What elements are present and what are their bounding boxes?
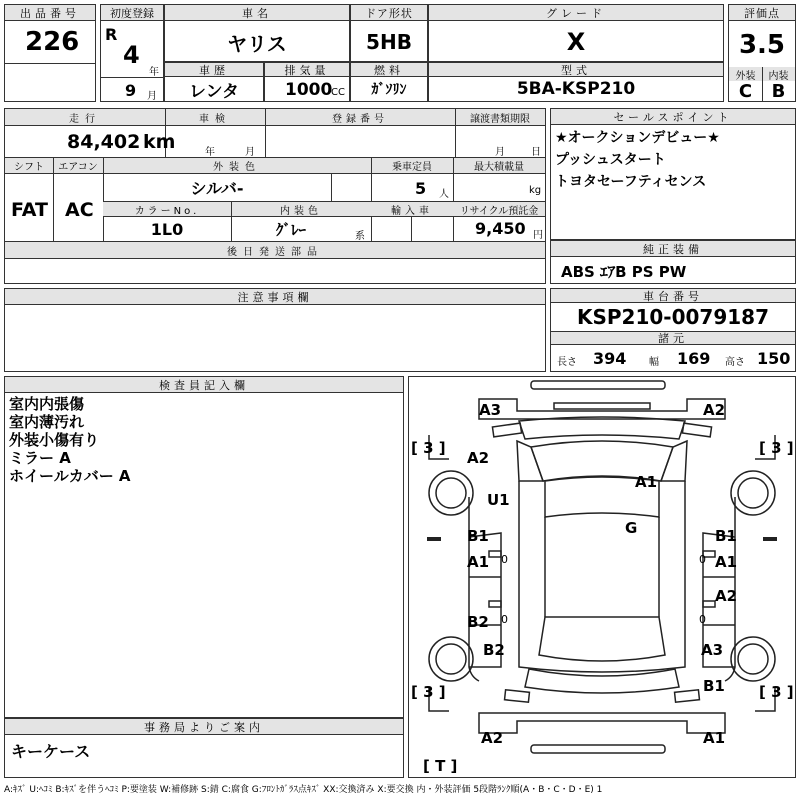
era-value: R [105,25,118,44]
year-value: 4 [123,41,140,69]
lot-label: 出品番号 [5,5,95,21]
color-label: 外装色 [103,158,371,173]
capacity-label: 乗車定員 [371,158,453,173]
sales-point-box [550,108,796,240]
registration-label: 初度登録 [101,5,163,21]
divider [5,125,545,126]
inspector-label: 検査員記入欄 [5,377,403,393]
sales-point-list [555,127,720,193]
model-box [428,62,724,102]
damage-mark: B2 [483,641,505,659]
inspection-year-unit: 年 [205,147,215,158]
wheel-grade: [ 3 ] [759,439,794,457]
transfer-day-unit: 日 [531,147,541,158]
score-value: 3.5 [738,30,786,60]
displacement-box [264,62,350,102]
exterior-score: C [738,80,753,102]
load-unit: kg [529,185,542,196]
aircon-value: AC [65,199,94,221]
plate-label: 登録番号 [265,109,455,125]
divider [53,157,54,241]
dims-label: 諸元 [551,331,795,345]
door-label: ドア形状 [351,5,427,21]
score-box [728,4,796,102]
divider [5,63,95,64]
displacement-value: 1000 [285,80,333,100]
damage-mark: A1 [703,729,726,747]
damage-mark: A3 [479,401,502,419]
load-label: 最大積載量 [453,158,545,173]
wheel-grade: [ 3 ] [759,683,794,701]
exterior-label: 外装 [729,67,762,81]
office-value: キーケース [11,742,91,761]
transfer-month-unit: 月 [495,147,505,158]
chassis-label: 車台番号 [551,289,795,303]
length-label: 長さ [557,357,577,368]
office-label: 事務局よりご案内 [5,719,403,735]
recycle-value: 9,450 [475,219,526,238]
fuel-box [350,62,428,102]
divider [101,77,163,78]
car-diagram-box [408,376,796,778]
office-box [4,718,404,778]
transfer-label: 譲渡書類期限 [455,109,545,125]
inspector-line: ミラー A [9,449,71,467]
displacement-label: 排気量 [265,63,349,77]
inspector-box [4,376,404,718]
grade-box [428,4,724,62]
zero-mark: 0 [699,613,706,626]
damage-mark: A2 [703,401,726,419]
grade-value: X [566,28,586,56]
width-label: 幅 [649,357,659,368]
divider [455,109,456,157]
inspector-line: 外装小傷有り [9,431,100,449]
fuel-label: 燃料 [351,63,427,77]
interior-color-label: 内装色 [231,202,371,216]
month-unit: 月 [147,91,157,102]
mileage-unit: km [143,131,176,153]
damage-mark: U1 [487,491,510,509]
damage-mark: B1 [703,677,725,695]
divider [453,157,454,241]
divider [5,173,545,174]
interior-score: B [771,80,786,102]
divider [371,157,372,241]
divider [411,216,412,241]
inspector-notes [9,395,131,485]
divider [5,258,545,259]
mileage-value: 84,402 [67,131,141,153]
notes-label: 注意事項欄 [5,289,545,305]
door-value: 5HB [366,30,412,54]
zero-mark: 0 [699,553,706,566]
car-diagram [409,377,795,777]
registration-box [100,4,164,102]
shift-value: FAT [11,199,48,221]
notes-box [4,288,546,372]
width-value: 169 [677,349,711,368]
divider [265,109,266,157]
lot-box [4,4,96,102]
divider [331,173,332,201]
interior-label: 内装 [762,67,795,81]
aircon-label: エアコン [53,158,103,173]
inspection-month-unit: 月 [245,147,255,158]
fuel-value: ｶﾞｿﾘﾝ [371,82,407,98]
chassis-box [550,288,796,372]
damage-mark: A2 [467,449,490,467]
damage-mark: A2 [481,729,504,747]
capacity-value: 5 [415,179,427,198]
model-value: 5BA-KSP210 [516,79,636,99]
sales-point-item: プッシュスタート [555,152,666,168]
mileage-label: 走行 [5,109,165,125]
recycle-label: リサイクル預託金 [453,202,545,216]
inspector-line: ホイールカバー A [9,467,131,485]
car-name-value: ヤリス [227,31,287,56]
interior-color-unit: 系 [355,231,365,242]
color-number-value: 1L0 [150,219,184,239]
sales-point-item: ★オークションデビュー★ [555,130,720,146]
sales-point-label: セールスポイント [551,109,795,125]
damage-mark: A2 [715,587,738,605]
wheel-grade: [ 3 ] [411,683,446,701]
length-value: 394 [593,349,627,368]
wheel-grade: [ 3 ] [411,439,446,457]
inspection-label: 車検 [165,109,265,125]
car-name-box [164,4,350,62]
zero-mark: 0 [501,553,508,566]
damage-mark: G [625,519,638,537]
model-label: 型式 [429,63,723,77]
door-box [350,4,428,62]
equipment-value: ABS ｴｱB PS PW [561,263,687,281]
tire-grade: [ T ] [423,757,458,775]
damage-mark: B1 [715,527,737,545]
later-parts-label: 後日発送部品 [5,242,545,258]
zero-mark: 0 [501,613,508,626]
grade-label: グレード [429,5,723,21]
score-label: 評価点 [729,5,795,21]
equipment-box [550,240,796,284]
damage-mark: A3 [701,641,724,659]
car-name-label: 車名 [165,5,349,21]
damage-mark: B2 [467,613,489,631]
inspector-line: 室内薄汚れ [9,413,85,431]
year-unit: 年 [149,67,159,78]
damage-mark: B1 [467,527,489,545]
lot-value: 226 [25,27,80,57]
equipment-label: 純正装備 [551,241,795,257]
history-value: レンタ [189,81,239,102]
inspector-line: 室内内張傷 [9,395,85,413]
month-value: 9 [125,81,137,100]
color-value: シルバ- [190,178,244,198]
height-label: 高さ [725,357,745,368]
capacity-unit: 人 [439,189,449,200]
history-box [164,62,264,102]
damage-mark: A1 [467,553,490,571]
legend-text: A:ｷｽﾞ U:ﾍｺﾐ B:ｷｽﾞを伴うﾍｺﾐ P:要塗装 W:補修跡 S:錆 C:腐食 G:ﾌﾛﾝﾄｶﾞﾗｽ点ｷｽﾞ XX:交換済み X:要交換 内・外装評価 5段階ﾗﾝｸ順(A・B・C・D・E) 1 [4,785,603,795]
displacement-unit: CC [331,87,345,98]
damage-mark: A1 [635,473,658,491]
damage-mark: A1 [715,553,738,571]
color-number-label: カラーNo. [103,202,231,216]
chassis-value: KSP210-0079187 [576,305,770,329]
shift-label: シフト [5,158,53,173]
interior-color-value: ｸﾞﾚｰ [275,220,306,239]
height-value: 150 [757,349,791,368]
history-label: 車歴 [165,63,263,77]
import-label: 輸入車 [371,202,453,216]
sales-point-item: トヨタセーフティセンス [555,174,707,190]
recycle-unit: 円 [533,230,543,241]
details-box [4,108,546,284]
